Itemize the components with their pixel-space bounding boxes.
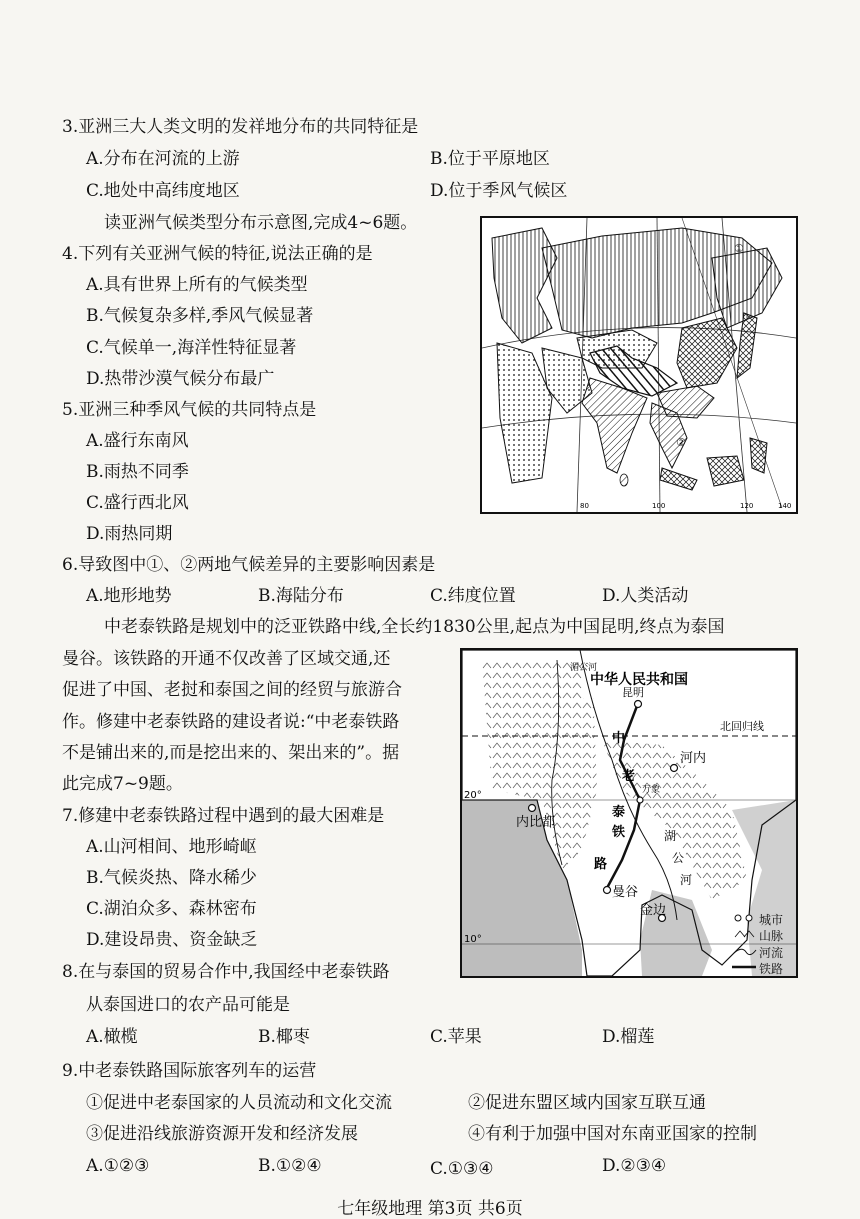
q5-stem: 5.亚洲三种季风气候的共同特点是 bbox=[62, 400, 317, 420]
q8-option-c: C.苹果 bbox=[430, 1027, 482, 1047]
q4-option-d: D.热带沙漠气候分布最广 bbox=[86, 369, 275, 389]
intro-7-9-line5: 不是铺出来的,而是挖出来的、架出来的”。据 bbox=[62, 743, 400, 763]
lake-char-2: 公 bbox=[672, 851, 685, 865]
q8-stem-line1: 8.在与泰国的贸易合作中,我国经中老泰铁路 bbox=[62, 962, 390, 982]
legend-city: 城市 bbox=[759, 913, 784, 927]
q9-option-a: A.①②③ bbox=[86, 1156, 150, 1176]
city-hanoi: 河内 bbox=[680, 751, 707, 766]
city-kunming-marker bbox=[635, 701, 642, 708]
q5-option-b: B.雨热不同季 bbox=[86, 462, 189, 482]
asia-climate-map bbox=[480, 216, 798, 514]
lake-char-1: 湖 bbox=[664, 829, 677, 843]
q8-option-d: D.榴莲 bbox=[602, 1027, 655, 1047]
q8-option-b: B.椰枣 bbox=[258, 1027, 310, 1047]
asia-map-lon-120: 120 bbox=[740, 502, 754, 510]
city-vientiane: 万象 bbox=[642, 785, 661, 795]
intro-7-9-line1: 中老泰铁路是规划中的泛亚铁路中线,全长约1830公里,起点为中国昆明,终点为泰国 bbox=[104, 617, 725, 637]
q6-option-a: A.地形地势 bbox=[86, 586, 172, 606]
rail-char-4: 铁 bbox=[612, 825, 626, 840]
legend-river: 河流 bbox=[759, 946, 784, 960]
q6-stem: 6.导致图中①、②两地气候差异的主要影响因素是 bbox=[62, 555, 436, 575]
q9-statement-1: ①促进中老泰国家的人员流动和文化交流 bbox=[86, 1093, 392, 1113]
q7-option-b: B.气候炎热、降水稀少 bbox=[86, 868, 257, 888]
asia-map-lon-100: 100 bbox=[652, 502, 666, 510]
city-hanoi-marker bbox=[671, 765, 678, 772]
railway-map-figure bbox=[462, 650, 796, 976]
q9-statement-3: ③促进沿线旅游资源开发和经济发展 bbox=[86, 1124, 358, 1144]
q6-option-b: B.海陆分布 bbox=[258, 586, 344, 606]
q3-stem: 3.亚洲三大人类文明的发祥地分布的共同特征是 bbox=[62, 117, 419, 137]
q8-stem-line2: 从泰国进口的农产品可能是 bbox=[86, 995, 290, 1015]
asia-map-marker-2: ② bbox=[676, 436, 686, 449]
q5-option-a: A.盛行东南风 bbox=[86, 431, 189, 451]
map-river-label: 湄公河 bbox=[570, 663, 598, 673]
intro-4-6: 读亚洲气候类型分布示意图,完成4~6题。 bbox=[104, 213, 418, 233]
city-naypyidaw-marker bbox=[529, 805, 536, 812]
map-country-label: 中华人民共和国 bbox=[590, 672, 688, 688]
asia-map-marker-1: ① bbox=[734, 242, 744, 255]
rail-char-1: 中 bbox=[612, 731, 626, 746]
city-bangkok-marker bbox=[604, 887, 611, 894]
q7-stem: 7.修建中老泰铁路过程中遇到的最大困难是 bbox=[62, 806, 385, 826]
legend-railway: 铁路 bbox=[759, 962, 784, 976]
city-naypyidaw: 内比都 bbox=[516, 815, 556, 830]
q3-option-a: A.分布在河流的上游 bbox=[86, 149, 240, 169]
intro-7-9-line3: 促进了中国、老挝和泰国之间的经贸与旅游合 bbox=[62, 680, 402, 700]
city-kunming: 昆明 bbox=[622, 686, 644, 699]
legend-mountain: 山脉 bbox=[759, 929, 784, 943]
map-lat-20: 20° bbox=[464, 790, 482, 801]
q5-option-c: C.盛行西北风 bbox=[86, 493, 189, 513]
city-vientiane-marker bbox=[637, 797, 643, 803]
q7-option-c: C.湖泊众多、森林密布 bbox=[86, 899, 257, 919]
q4-option-a: A.具有世界上所有的气候类型 bbox=[86, 275, 308, 295]
intro-7-9-line2: 曼谷。该铁路的开通不仅改善了区域交通,还 bbox=[62, 649, 391, 669]
rail-char-5: 路 bbox=[594, 857, 608, 872]
q4-stem: 4.下列有关亚洲气候的特征,说法正确的是 bbox=[62, 244, 373, 264]
q9-stem: 9.中老泰铁路国际旅客列车的运营 bbox=[62, 1061, 317, 1081]
q9-statement-4: ④有利于加强中国对东南亚国家的控制 bbox=[468, 1124, 757, 1144]
intro-7-9-line6: 此完成7~9题。 bbox=[62, 774, 183, 794]
q7-option-a: A.山河相间、地形崎岖 bbox=[86, 837, 257, 857]
q8-option-a: A.橄榄 bbox=[86, 1027, 138, 1047]
q9-option-c: C.①③④ bbox=[430, 1159, 494, 1179]
q4-option-c: C.气候单一,海洋性特征显著 bbox=[86, 338, 297, 358]
city-bangkok: 曼谷 bbox=[612, 885, 639, 900]
q9-option-d: D.②③④ bbox=[602, 1156, 667, 1176]
page-footer: 七年级地理 第3页 共6页 bbox=[337, 1199, 523, 1219]
q9-statement-2: ②促进东盟区域内国家互联互通 bbox=[468, 1093, 706, 1113]
q4-option-b: B.气候复杂多样,季风气候显著 bbox=[86, 306, 314, 326]
intro-7-9-line4: 作。修建中老泰铁路的建设者说:“中老泰铁路 bbox=[62, 712, 400, 732]
q7-option-d: D.建设昂贵、资金缺乏 bbox=[86, 930, 258, 950]
asia-map-lon-140: 140 bbox=[778, 502, 792, 510]
q6-option-c: C.纬度位置 bbox=[430, 586, 516, 606]
q3-option-b: B.位于平原地区 bbox=[430, 149, 550, 169]
q6-option-d: D.人类活动 bbox=[602, 586, 689, 606]
map-tropic-label: 北回归线 bbox=[720, 720, 764, 733]
q3-option-c: C.地处中高纬度地区 bbox=[86, 181, 240, 201]
q3-option-d: D.位于季风气候区 bbox=[430, 181, 568, 201]
asia-climate-map-figure bbox=[482, 218, 796, 512]
q9-option-b: B.①②④ bbox=[258, 1156, 322, 1176]
map-lat-10: 10° bbox=[464, 934, 482, 945]
asia-map-lon-80: 80 bbox=[580, 502, 589, 510]
q5-option-d: D.雨热同期 bbox=[86, 524, 173, 544]
city-phnom-penh: 金边 bbox=[640, 903, 667, 918]
rail-char-3: 泰 bbox=[612, 805, 626, 820]
railway-map bbox=[460, 648, 798, 978]
lake-char-3: 河 bbox=[680, 873, 693, 887]
rail-char-2: 老 bbox=[622, 769, 636, 784]
